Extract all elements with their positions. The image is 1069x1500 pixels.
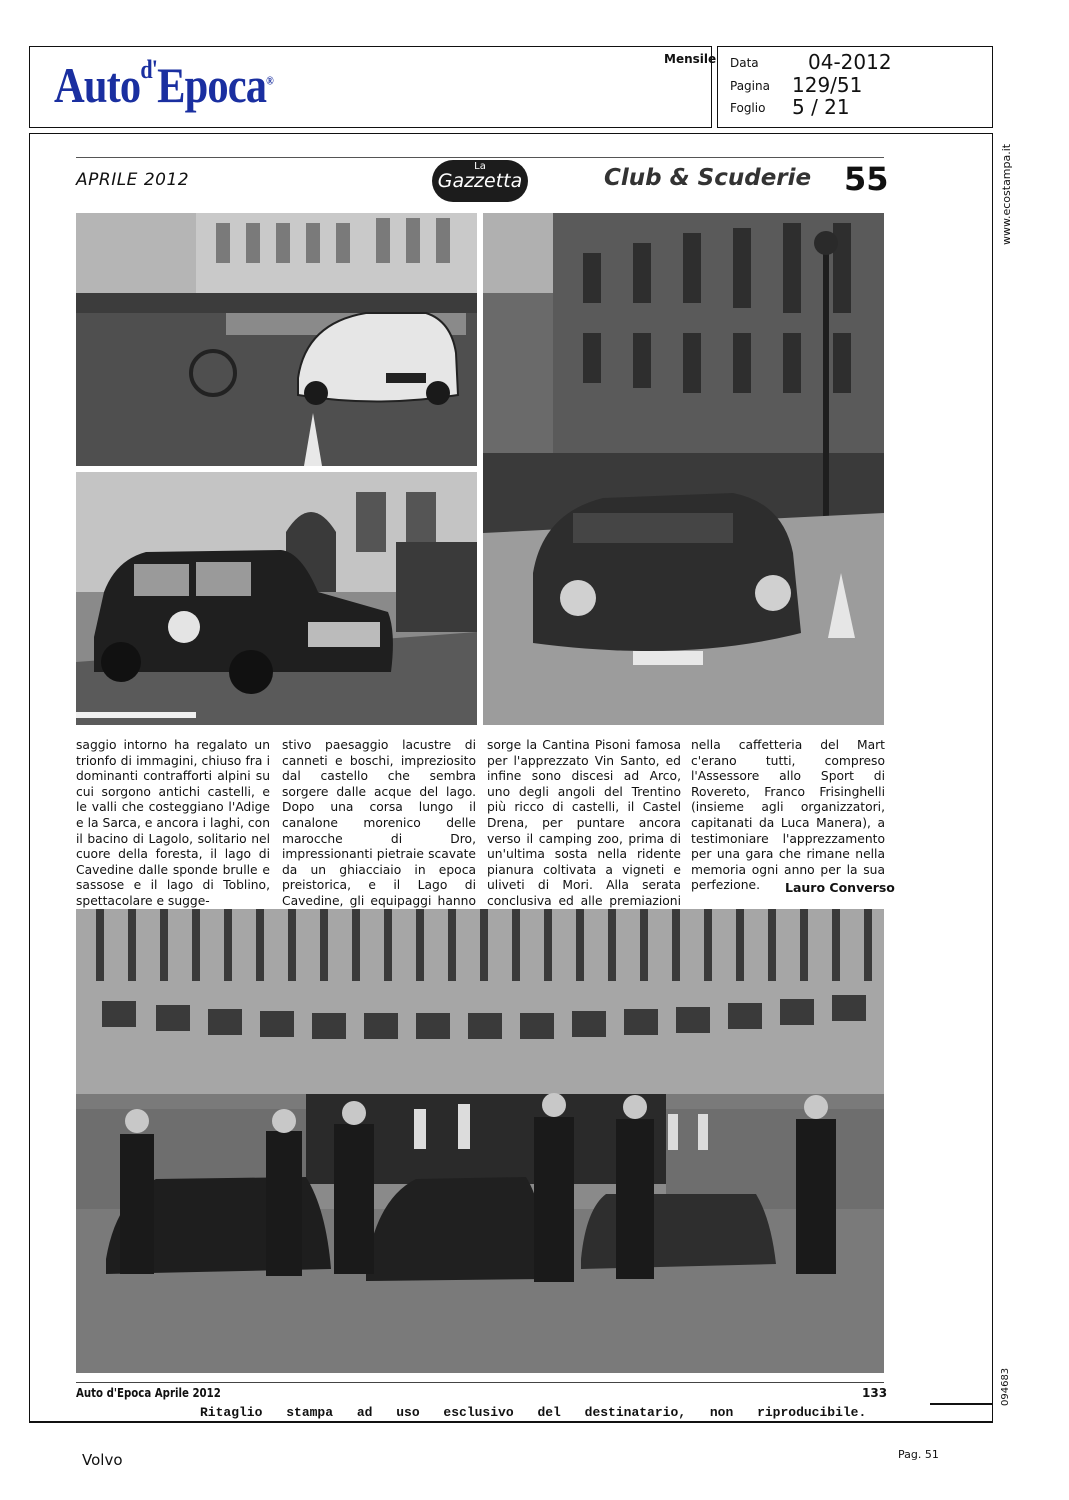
article-column-4: nella caffetteria del Mart c'erano tutti, compreso l'Assessore allo Sport di Rovereto, Franco Frisinghelli (insieme agli organizzatori, capitanati da Luca Manera), a testimoniare l'apprezzamento per una gara che rimane nella memoria ogni anno per la sua perfezione. bbox=[691, 738, 885, 893]
photo-black-sedan bbox=[76, 472, 477, 725]
frame-bottom-rule-short bbox=[930, 1403, 993, 1405]
gazzetta-logo bbox=[432, 160, 528, 202]
article-author: Lauro Converso bbox=[785, 880, 895, 895]
gazzetta-small: La bbox=[474, 161, 486, 172]
section-title: Club & Scuderie bbox=[604, 165, 812, 191]
magazine-date: APRILE 2012 bbox=[76, 170, 190, 190]
magazine-header-rule bbox=[76, 157, 884, 158]
frame-bottom-rule bbox=[29, 1421, 993, 1423]
article-column-1: saggio intorno ha regalato un trionfo di immagini, chiuso fra i dominanti contrafforti alpini su cui sorgono antichi castelli, e le valli che costeggiano l'Adige e la Sarca, e ancora i laghi, con il bacino di Lagolo, solitario nel cuore della foresta, il lago di Cavedine dalle sponde brulle e sassose e il lago di Toblino, spettacolare e sugge- bbox=[76, 738, 270, 908]
side-code: 094683 bbox=[1000, 1367, 1011, 1406]
photo-awards-group bbox=[76, 909, 884, 1373]
meta-label-foglio: Foglio bbox=[730, 101, 766, 115]
magazine-page-number: 55 bbox=[844, 160, 889, 198]
meta-value-pagina: 129/51 bbox=[792, 73, 863, 97]
photo-convertible-street bbox=[483, 213, 884, 725]
meta-label-data: Data bbox=[730, 56, 759, 70]
brand-label: Volvo bbox=[82, 1451, 123, 1469]
magazine-footer-rule bbox=[76, 1382, 884, 1383]
frequency-label: Mensile bbox=[664, 52, 717, 66]
magazine-footer-page: 133 bbox=[862, 1386, 888, 1400]
article-column-3: sorge la Cantina Pisoni famosa per l'apprezzato Vin Santo, ed infine sono discesi ad Arco, uno degli angoli del Trentino più ricco di castelli, il Castel Drena, per puntare ancora verso il camping zoo, prima di un'ultima sosta nella ridente pianura coltivata a vigneti e uliveti di Mori. Alla serata conclusiva ed alle premiazioni bbox=[487, 738, 681, 908]
article-column-2: stivo paesaggio lacustre di canneti e boschi, impreziosito dal castello che sembra sorgere dalle acque del lago. Dopo una corsa lungo il canalone morenico delle marocche di Dro, impressionanti pietraie scavate da un ghiacciaio in epoca preistorica, e il Lago di Cavedine, gli equipaggi hanno bbox=[282, 738, 476, 908]
magazine-logo: Auto$^{d'}$Epoca® bbox=[54, 55, 273, 113]
photo-street-white-car bbox=[76, 213, 477, 466]
page-label: Pag. 51 bbox=[898, 1448, 939, 1461]
meta-value-foglio: 5 / 21 bbox=[792, 95, 850, 119]
disclaimer-text: Ritaglio stampa ad uso esclusivo del destinatario, non riproducibile. bbox=[200, 1405, 867, 1420]
magazine-footer-title: Auto d'Epoca Aprile 2012 bbox=[76, 1386, 221, 1400]
meta-label-pagina: Pagina bbox=[730, 79, 770, 93]
gazzetta-title: Gazzetta bbox=[437, 170, 523, 192]
meta-value-data: 04-2012 bbox=[808, 50, 892, 74]
side-website: www.ecostampa.it bbox=[1000, 143, 1013, 245]
